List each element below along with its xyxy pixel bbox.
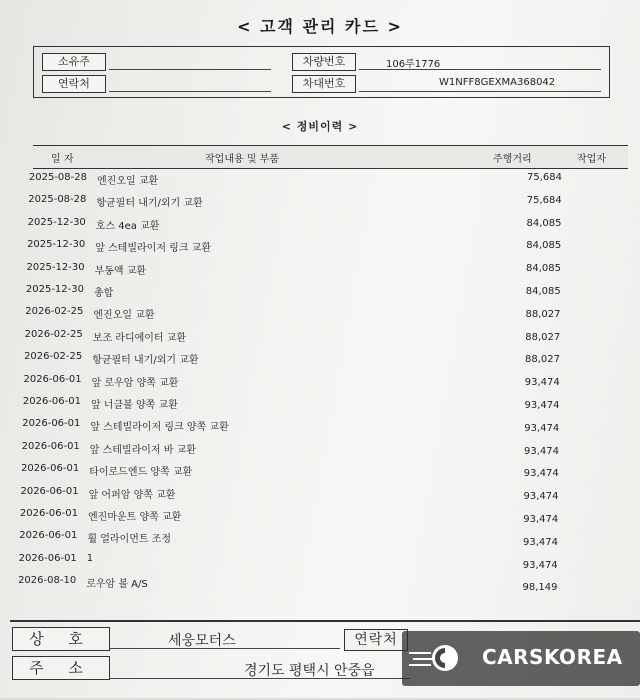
row-work: 앞 스테빌라이저 바 교환 <box>89 444 196 456</box>
vehicle-info-box <box>33 46 610 98</box>
table-row <box>9 485 589 503</box>
row-mileage: 93,474 <box>524 377 560 389</box>
row-date: 2025-12-30 <box>27 239 86 251</box>
row-work: 앞 로우암 양쪽 교환 <box>91 377 179 389</box>
address-value: 경기도 평택시 안중읍 <box>244 663 375 679</box>
table-row <box>7 530 587 548</box>
table-header <box>33 145 628 169</box>
row-date: 2026-02-25 <box>25 306 84 318</box>
contact-label: 연락처 <box>42 75 106 93</box>
table-row <box>11 396 591 410</box>
table-row <box>12 374 592 388</box>
row-work: 휠 얼라이먼트 조정 <box>87 534 172 546</box>
row-date: 2026-06-01 <box>20 485 79 497</box>
row-mileage: 93,474 <box>522 559 558 571</box>
row-date: 2026-06-01 <box>21 463 80 475</box>
row-date: 2026-06-01 <box>23 373 82 385</box>
row-date: 2026-02-25 <box>24 351 83 363</box>
row-date: 2025-08-28 <box>28 194 87 206</box>
row-mileage: 93,474 <box>524 422 560 434</box>
vin-value: W1NFF8GEXMA368042 <box>439 77 556 88</box>
table-row <box>13 306 593 320</box>
row-mileage: 84,085 <box>526 217 562 229</box>
row-mileage: 93,474 <box>523 468 559 480</box>
row-mileage: 98,149 <box>522 582 558 594</box>
company-line <box>110 648 340 649</box>
row-work: 앞 스테빌라이저 링크 교환 <box>95 243 211 255</box>
row-mileage: 93,474 <box>523 514 559 525</box>
row-date: 2026-06-01 <box>18 552 77 564</box>
company-label: 상 호 <box>12 627 110 651</box>
header-mileage: 주행거리 <box>493 154 532 165</box>
row-mileage: 84,085 <box>526 240 562 252</box>
vin-label: 차대번호 <box>292 75 356 93</box>
contact-field-line <box>109 91 271 92</box>
address-line <box>110 678 410 679</box>
row-date: 2026-02-25 <box>24 328 83 340</box>
row-mileage: 88,027 <box>525 331 561 343</box>
table-row <box>6 575 586 594</box>
plate-label: 차량번호 <box>292 53 356 71</box>
table-row <box>9 463 589 480</box>
row-date: 2026-08-10 <box>18 575 77 587</box>
table-row <box>8 508 588 525</box>
owner-label: 소유주 <box>42 53 106 71</box>
row-work: 호스 4ea 교환 <box>95 220 160 232</box>
carskorea-watermark <box>402 631 640 686</box>
header-worker: 작업자 <box>577 154 606 165</box>
table-row <box>15 239 595 253</box>
footer-contact-label: 연락처 <box>344 629 408 651</box>
row-mileage: 93,474 <box>523 445 559 457</box>
service-history-title: < 정비이력 > <box>281 120 359 133</box>
row-date: 2026-06-01 <box>22 418 81 430</box>
table-row <box>12 351 592 365</box>
carskorea-logo-icon <box>432 645 458 671</box>
row-work: 엔진마운트 양쪽 교환 <box>88 512 182 523</box>
row-work: 총합 <box>94 288 114 299</box>
header-work: 작업내용 및 부품 <box>205 154 279 165</box>
owner-field-line <box>109 69 271 70</box>
row-date: 2025-12-30 <box>27 216 86 228</box>
row-mileage: 75,684 <box>527 172 562 183</box>
row-mileage: 75,684 <box>526 194 562 206</box>
vin-field-line <box>359 91 601 92</box>
row-work: 앞 너클볼 양쪽 교환 <box>91 400 178 411</box>
page-title: < 고객 관리 카드 > <box>237 17 403 36</box>
table-row <box>10 441 590 455</box>
row-date: 2025-08-28 <box>28 172 87 183</box>
row-work: 엔진오일 교환 <box>93 310 155 322</box>
row-mileage: 93,474 <box>523 491 559 503</box>
row-work: 1 <box>86 552 94 564</box>
row-work: 엔진오일 교환 <box>97 176 159 187</box>
row-date: 2026-06-01 <box>19 508 78 519</box>
row-date: 2026-06-01 <box>21 440 80 452</box>
row-mileage: 93,474 <box>522 536 558 548</box>
row-work: 로우암 볼 A/S <box>86 579 148 591</box>
table-row <box>7 552 587 571</box>
company-value: 세웅모터스 <box>168 633 236 649</box>
table-row <box>13 329 593 343</box>
table-row <box>16 194 596 208</box>
table-row <box>17 172 597 186</box>
row-date: 2026-06-01 <box>22 396 81 407</box>
row-mileage: 84,085 <box>525 263 561 275</box>
table-row <box>15 262 595 276</box>
plate-value: 106루1776 <box>386 59 441 70</box>
row-date: 2025-12-30 <box>26 261 85 273</box>
header-date: 일 자 <box>51 154 74 165</box>
address-label: 주 소 <box>12 656 110 680</box>
row-mileage: 88,027 <box>524 354 560 366</box>
row-work: 보조 라디에이터 교환 <box>92 332 187 344</box>
row-work: 타이로드엔드 양쪽 교환 <box>89 467 193 479</box>
plate-field-line <box>359 69 601 70</box>
row-work: 앞 어퍼암 양쪽 교환 <box>88 489 176 501</box>
row-work: 항균필터 내기/외기 교환 <box>96 198 203 210</box>
row-work: 앞 스테빌라이저 링크 양쪽 교환 <box>90 422 229 434</box>
row-mileage: 88,027 <box>525 308 561 320</box>
row-work: 항균필터 내기/외기 교환 <box>92 355 199 367</box>
row-mileage: 93,474 <box>524 400 560 411</box>
table-row <box>14 284 594 298</box>
watermark-text: CARSKOREA <box>482 645 623 669</box>
row-date: 2025-12-30 <box>25 284 84 295</box>
table-row <box>10 418 590 432</box>
row-work: 부동액 교환 <box>94 265 147 277</box>
row-date: 2026-06-01 <box>19 530 78 542</box>
table-row <box>16 217 596 231</box>
row-mileage: 84,085 <box>525 286 561 297</box>
